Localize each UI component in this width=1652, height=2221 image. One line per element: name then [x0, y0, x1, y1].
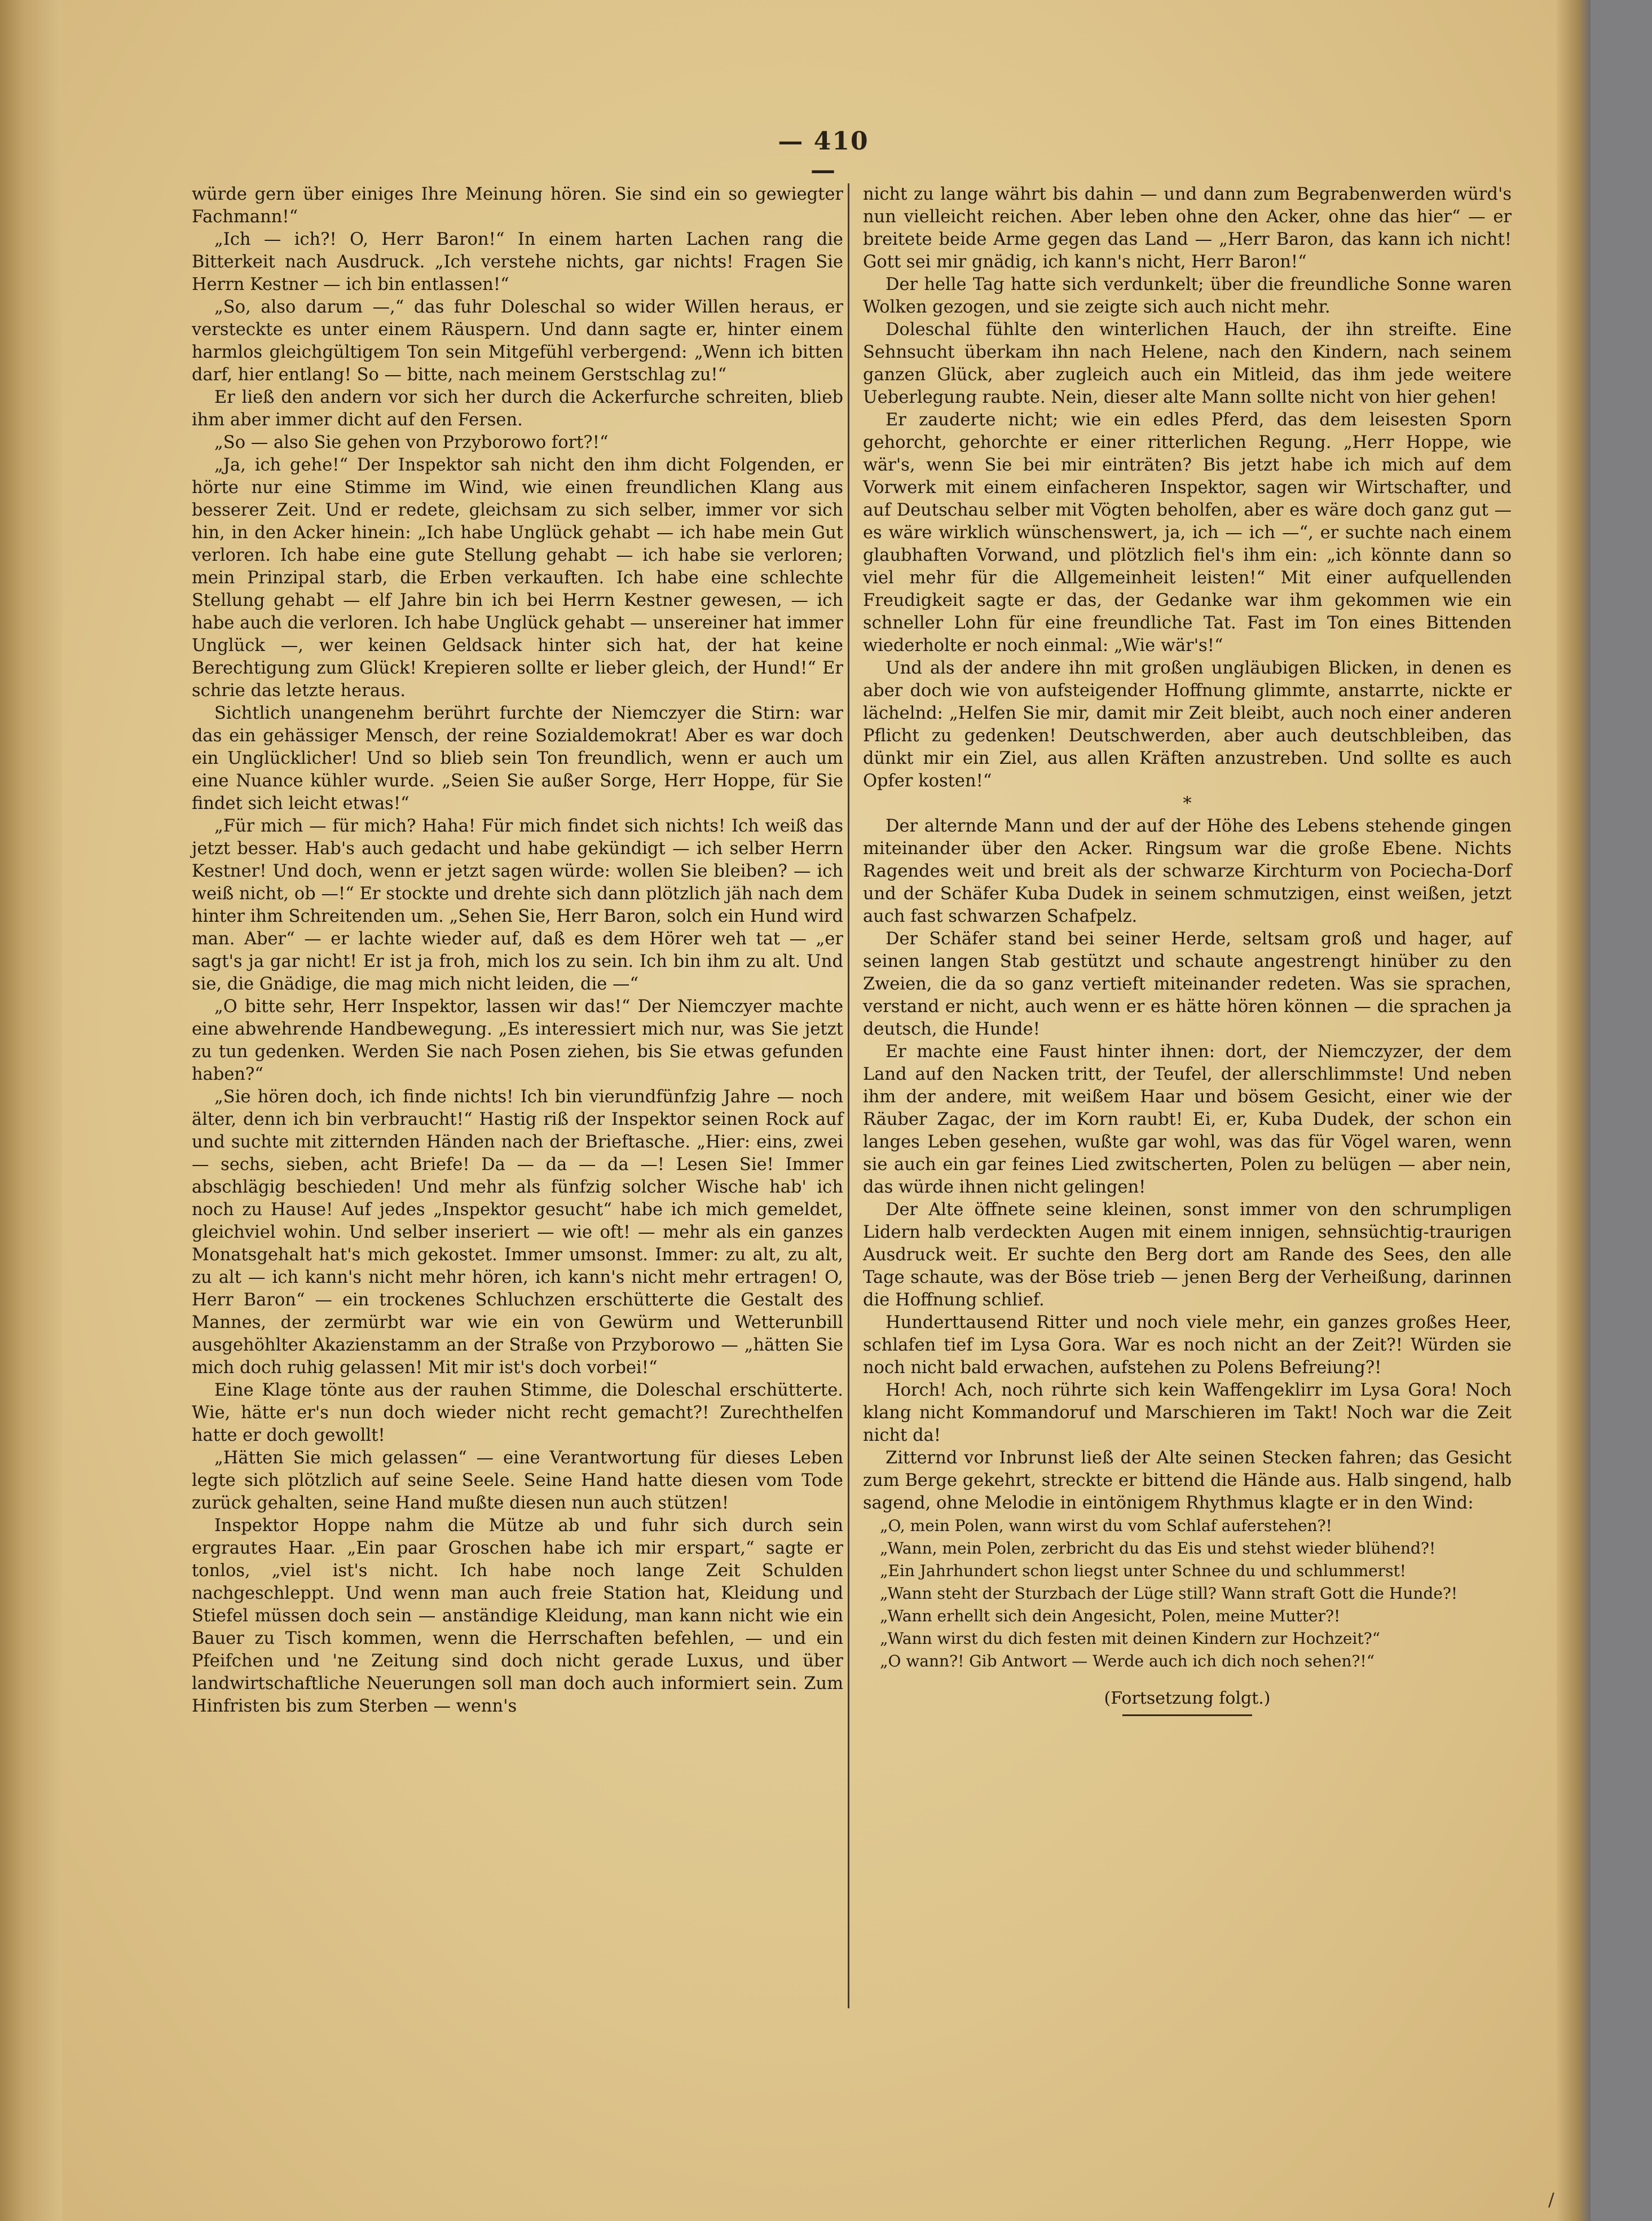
poem-lament: [863, 1515, 1512, 1673]
paragraph: „So — also Sie gehen von Przyborowo fort?!“: [214, 433, 609, 452]
poem-line: „Ein Jahrhundert schon liegst unter Schnee du und schlummerst!: [880, 1562, 1406, 1580]
page-right-edge: [1557, 0, 1591, 2221]
paragraph: Und als der andere ihn mit großen ungläubigen Blicken, in denen es aber doch wie von aufsteigender Hoffnung glimmte, anstarrte, nickte er lächelnd: „Helfen Sie mir, damit mir Zeit bleibt, auch noch einer anderen Pflicht zu gedenken! Deutschwerden, aber auch deutschbleiben, das dünkt mir ein Ziel, aus allen Kräften anzustreben. Und sollte es auch Opfer kosten!“: [863, 658, 1512, 791]
paragraph: „O bitte sehr, Herr Inspektor, lassen wir das!“ Der Niemczyer machte eine abwehrende Handbewegung. „Es interessiert mich nur, was Sie jetzt zu tun gedenken. Werden Sie nach Posen ziehen, bis Sie etwas gefunden haben?“: [192, 997, 843, 1084]
right-text-column: [863, 183, 1512, 1716]
continuation-rule: [1122, 1714, 1252, 1716]
paragraph: nicht zu lange währt bis dahin — und dann zum Begrabenwerden würd's nun vielleicht reichen. Aber leben ohne den Acker, ohne das hier“ — er breitete beide Arme gegen das Land — „Herr Baron, das kann ich nicht! Gott sei mir gnädig, ich kann's nicht, Herr Baron!“: [863, 184, 1512, 272]
poem-line: „Wann, mein Polen, zerbricht du das Eis und stehst wieder blühend?!: [880, 1539, 1436, 1558]
section-star: *: [1183, 794, 1192, 813]
paragraph: Er zauderte nicht; wie ein edles Pferd, das dem leisesten Sporn gehorcht, gehorchte er einer ritterlichen Regung. „Herr Hoppe, wie wär's, wenn Sie bei mir einträten? Bis jetzt habe ich mich auf dem Vorwerk mit einem einfacheren Inspektor, sagen wir Wirtschafter, und auf Deutschau selber mit Vögten beholfen, aber es wäre doch ganz gut — es wäre wirklich wünschenswert, ja, ich — ich —“, er suchte nach einem glaubhaften Vorwand, und plötzlich fiel's ihm ein: „ich könnte dann so viel mehr für die Allgemeinheit leisten!“ Mit einer aufquellenden Freudigkeit sagte er das, der Gedanke war ihm gekommen wie ein schneller Lohn für eine freundliche Tat. Fast im Ton eines Bittenden wiederholte er noch einmal: „Wie wär's!“: [863, 410, 1512, 656]
paragraph: Inspektor Hoppe nahm die Mütze ab und fuhr sich durch sein ergrautes Haar. „Ein paar Groschen habe ich mir erspart,“ sagte er tonlos, „viel ist's nicht. Ich habe noch lange Zeit Schulden nachgeschleppt. Und wenn man auch freie Station hat, Kleidung und Stiefel müssen doch sein — anständige Kleidung, man kann nicht wie ein Bauer zu Tisch kommen, wenn die Herrschaften befehlen, — und ein Pfeifchen und 'ne Zeitung sind doch nicht gerade Luxus, und über landwirtschaftliche Neuerungen soll man doch auch informiert sein. Zum Hinfristen bis zum Sterben — wenn's: [192, 1516, 843, 1716]
right-prose: [863, 183, 1512, 1515]
paragraph: „Für mich — für mich? Haha! Für mich findet sich nichts! Ich weiß das jetzt besser. Hab's auch gedacht und habe gekündigt — ich selber Herrn Kestner! Und doch, wenn er jetzt sagen würde: wollen Sie bleiben? — ich weiß nicht, ob —!“ Er stockte und drehte sich dann plötzlich jäh nach dem hinter ihm Schreitenden um. „Sehen Sie, Herr Baron, solch ein Hund wird man. Aber“ — er lachte wieder auf, daß es dem Hörer weh tat — „er sagt's ja gar nicht! Er ist ja froh, mich los zu sein. Ich bin ihm zu alt. Und sie, die Gnädige, die mag mich nicht leiden, die —“: [192, 816, 843, 994]
corner-pencil-mark: /: [1548, 2189, 1554, 2210]
paragraph: würde gern über einiges Ihre Meinung hören. Sie sind ein so gewiegter Fachmann!“: [192, 184, 843, 227]
poem-line: „O wann?! Gib Antwort — Werde auch ich dich noch sehen?!“: [880, 1652, 1375, 1670]
paragraph: Er machte eine Faust hinter ihnen: dort, der Niemczyzer, der dem Land auf den Nacken tritt, der Teufel, der allerschlimmste! Und neben ihm der andere, mit weißem Haar und bösem Gesicht, einer wie der Räuber Zagac, der im Korn raubt! Ei, er, Kuba Dudek, der schon ein langes Leben gesehen, wußte gar wohl, was das für Vögel waren, wenn sie auch ein gar feines Lied zwitscherten, Polen zu belügen — aber nein, das würde ihnen nicht gelingen!: [863, 1042, 1512, 1197]
left-text-column: [192, 183, 843, 1718]
continuation-text: (Fortsetzung folgt.): [1104, 1688, 1271, 1708]
paragraph: Zitternd vor Inbrunst ließ der Alte seinen Stecken fahren; das Gesicht zum Berge gekehrt, streckte er bittend die Hände aus. Halb singend, halb sagend, ohne Melodie in eintönigem Rhythmus klagte er in den Wind:: [863, 1448, 1512, 1513]
paragraph: Der Schäfer stand bei seiner Herde, seltsam groß und hager, auf seinen langen Stab gestützt und schaute angestrengt hinüber zu den Zweien, die da so ganz vertieft miteinander redeten. Was sie sprachen, verstand er nicht, auch wenn er es hätte hören können — die sprachen ja deutsch, die Hunde!: [863, 929, 1512, 1039]
column-divider: [848, 183, 849, 2008]
page-spine-shadow: [0, 0, 62, 2221]
paragraph: „Sie hören doch, ich finde nichts! Ich bin vierundfünfzig Jahre — noch älter, denn ich bin verbraucht!“ Hastig riß der Inspektor seinen Rock auf und suchte mit zitternden Händen nach der Brieftasche. „Hier: eins, zwei — sechs, sieben, acht Briefe! Da — da — da —! Lesen Sie! Immer abschlägig beschieden! Und mehr als fünfzig solcher Wische hab' ich noch zu Hause! Auf jedes „Inspektor gesucht“ habe ich mich gemeldet, gleichviel wohin. Und selber inseriert — wie oft! — mehr als ein ganzes Monatsgehalt hat's mich gekostet. Immer umsonst. Immer: zu alt, zu alt, zu alt — ich kann's nicht mehr hören, ich kann's nicht mehr ertragen! O, Herr Baron“ — ein trockenes Schluchzen erschütterte die Gestalt des Mannes, der zermürbt war wie ein von Gewürm und Wetterunbill ausgehöhlter Akazienstamm an der Straße von Przyborowo — „hätten Sie mich doch ruhig gelassen! Mit mir ist's doch vorbei!“: [192, 1087, 843, 1378]
paragraph: Eine Klage tönte aus der rauhen Stimme, die Doleschal erschütterte. Wie, hätte er's nun doch wieder nicht recht gemacht?! Zurechthelfen hatte er doch gewollt!: [192, 1380, 843, 1445]
paragraph: Hunderttausend Ritter und noch viele mehr, ein ganzes großes Heer, schlafen tief im Lysa Gora. War es noch nicht an der Zeit?! Würden sie noch nicht bald erwachen, aufstehen zu Polens Befreiung?!: [863, 1313, 1512, 1378]
paragraph: „Ja, ich gehe!“ Der Inspektor sah nicht den ihm dicht Folgenden, er hörte nur eine Stimme im Wind, wie einen freundlichen Klang aus besserer Zeit. Und er redete, gleichsam zu sich selber, immer vor sich hin, in den Acker hinein: „Ich habe Unglück gehabt — ich habe mein Gut verloren. Ich habe eine gute Stellung gehabt — ich habe sie verloren; mein Prinzipal starb, die Erben verkauften. Ich habe eine schlechte Stellung gehabt — elf Jahre bin ich bei Herrn Kestner gewesen, — ich habe auch die verloren. Ich habe Unglück gehabt — unsereiner hat immer Unglück —, wer keinen Geldsack hinter sich hat, der hat keine Berechtigung zum Glück! Krepieren sollte er lieber gleich, der Hund!“ Er schrie das letzte heraus.: [192, 455, 843, 701]
paragraph: Er ließ den andern vor sich her durch die Ackerfurche schreiten, blieb ihm aber immer dicht auf den Fersen.: [192, 388, 843, 430]
paragraph: Der Alte öffnete seine kleinen, sonst immer von den schrumpligen Lidern halb verdeckten Augen mit einem innigen, sehnsüchtig-traurigen Ausdruck weit. Er suchte den Berg dort am Rande des Sees, den alle Tage schaute, was der Böse trieb — jenen Berg der Verheißung, darinnen die Hoffnung schlief.: [863, 1200, 1512, 1310]
poem-line: „Wann steht der Sturzbach der Lüge still? Wann straft Gott die Hunde?!: [880, 1584, 1458, 1603]
paragraph: „Hätten Sie mich gelassen“ — eine Verantwortung für dieses Leben legte sich plötzlich auf seine Seele. Seine Hand hatte diesen vom Tode zurück gehalten, seine Hand mußte diesen nun auch stützen!: [192, 1448, 843, 1513]
paragraph: Doleschal fühlte den winterlichen Hauch, der ihn streifte. Eine Sehnsucht überkam ihn nach Helene, nach den Kindern, nach seinem ganzen Glück, aber zugleich auch ein Mitleid, das ihm jede weitere Ueberlegung raubte. Nein, dieser alte Mann sollte nicht von hier gehen!: [863, 320, 1512, 407]
continuation-note: [863, 1687, 1512, 1716]
paragraph: Horch! Ach, noch rührte sich kein Waffengeklirr im Lysa Gora! Noch klang nicht Kommandoruf und Marschieren im Takt! Noch war die Zeit nicht da!: [863, 1380, 1512, 1445]
paragraph: Der helle Tag hatte sich verdunkelt; über die freundliche Sonne waren Wolken gezogen, und sie zeigte sich auch nicht mehr.: [863, 275, 1512, 317]
paragraph: Sichtlich unangenehm berührt furchte der Niemczyer die Stirn: war das ein gehässiger Mensch, der reine Sozialdemokrat! Aber es war doch ein Unglücklicher! Und so blieb sein Ton freundlich, wenn er auch um eine Nuance kühler wurde. „Seien Sie außer Sorge, Herr Hoppe, für Sie findet sich leicht etwas!“: [192, 703, 843, 813]
paragraph: „So, also darum —,“ das fuhr Doleschal so wider Willen heraus, er versteckte es unter einem Räuspern. Und dann sagte er, hinter einem harmlos gleichgültigem Ton sein Mitgefühl verbergend: „Wenn ich bitten darf, hier entlang! So — bitte, nach meinem Gerstschlag zu!“: [192, 297, 843, 385]
poem-line: „O, mein Polen, wann wirst du vom Schlaf auferstehen?!: [880, 1516, 1332, 1535]
poem-line: „Wann wirst du dich festen mit deinen Kindern zur Hochzeit?“: [880, 1629, 1381, 1648]
page-number: — 410 —: [778, 127, 869, 184]
paragraph: Der alternde Mann und der auf der Höhe des Lebens stehende gingen miteinander über den Acker. Ringsum war die große Ebene. Nichts Ragendes weit und breit als der schwarze Kirchturm von Pociecha-Dorf und der Schäfer Kuba Dudek in seinem schmutzigen, einst weißen, jetzt auch fast schwarzen Schafpelz.: [863, 816, 1512, 926]
poem-line: „Wann erhellt sich dein Angesicht, Polen, meine Mutter?!: [880, 1607, 1341, 1625]
paragraph: „Ich — ich?! O, Herr Baron!“ In einem harten Lachen rang die Bitterkeit nach Ausdruck. „Ich verstehe nichts, gar nichts! Fragen Sie Herrn Kestner — ich bin entlassen!“: [192, 230, 843, 294]
